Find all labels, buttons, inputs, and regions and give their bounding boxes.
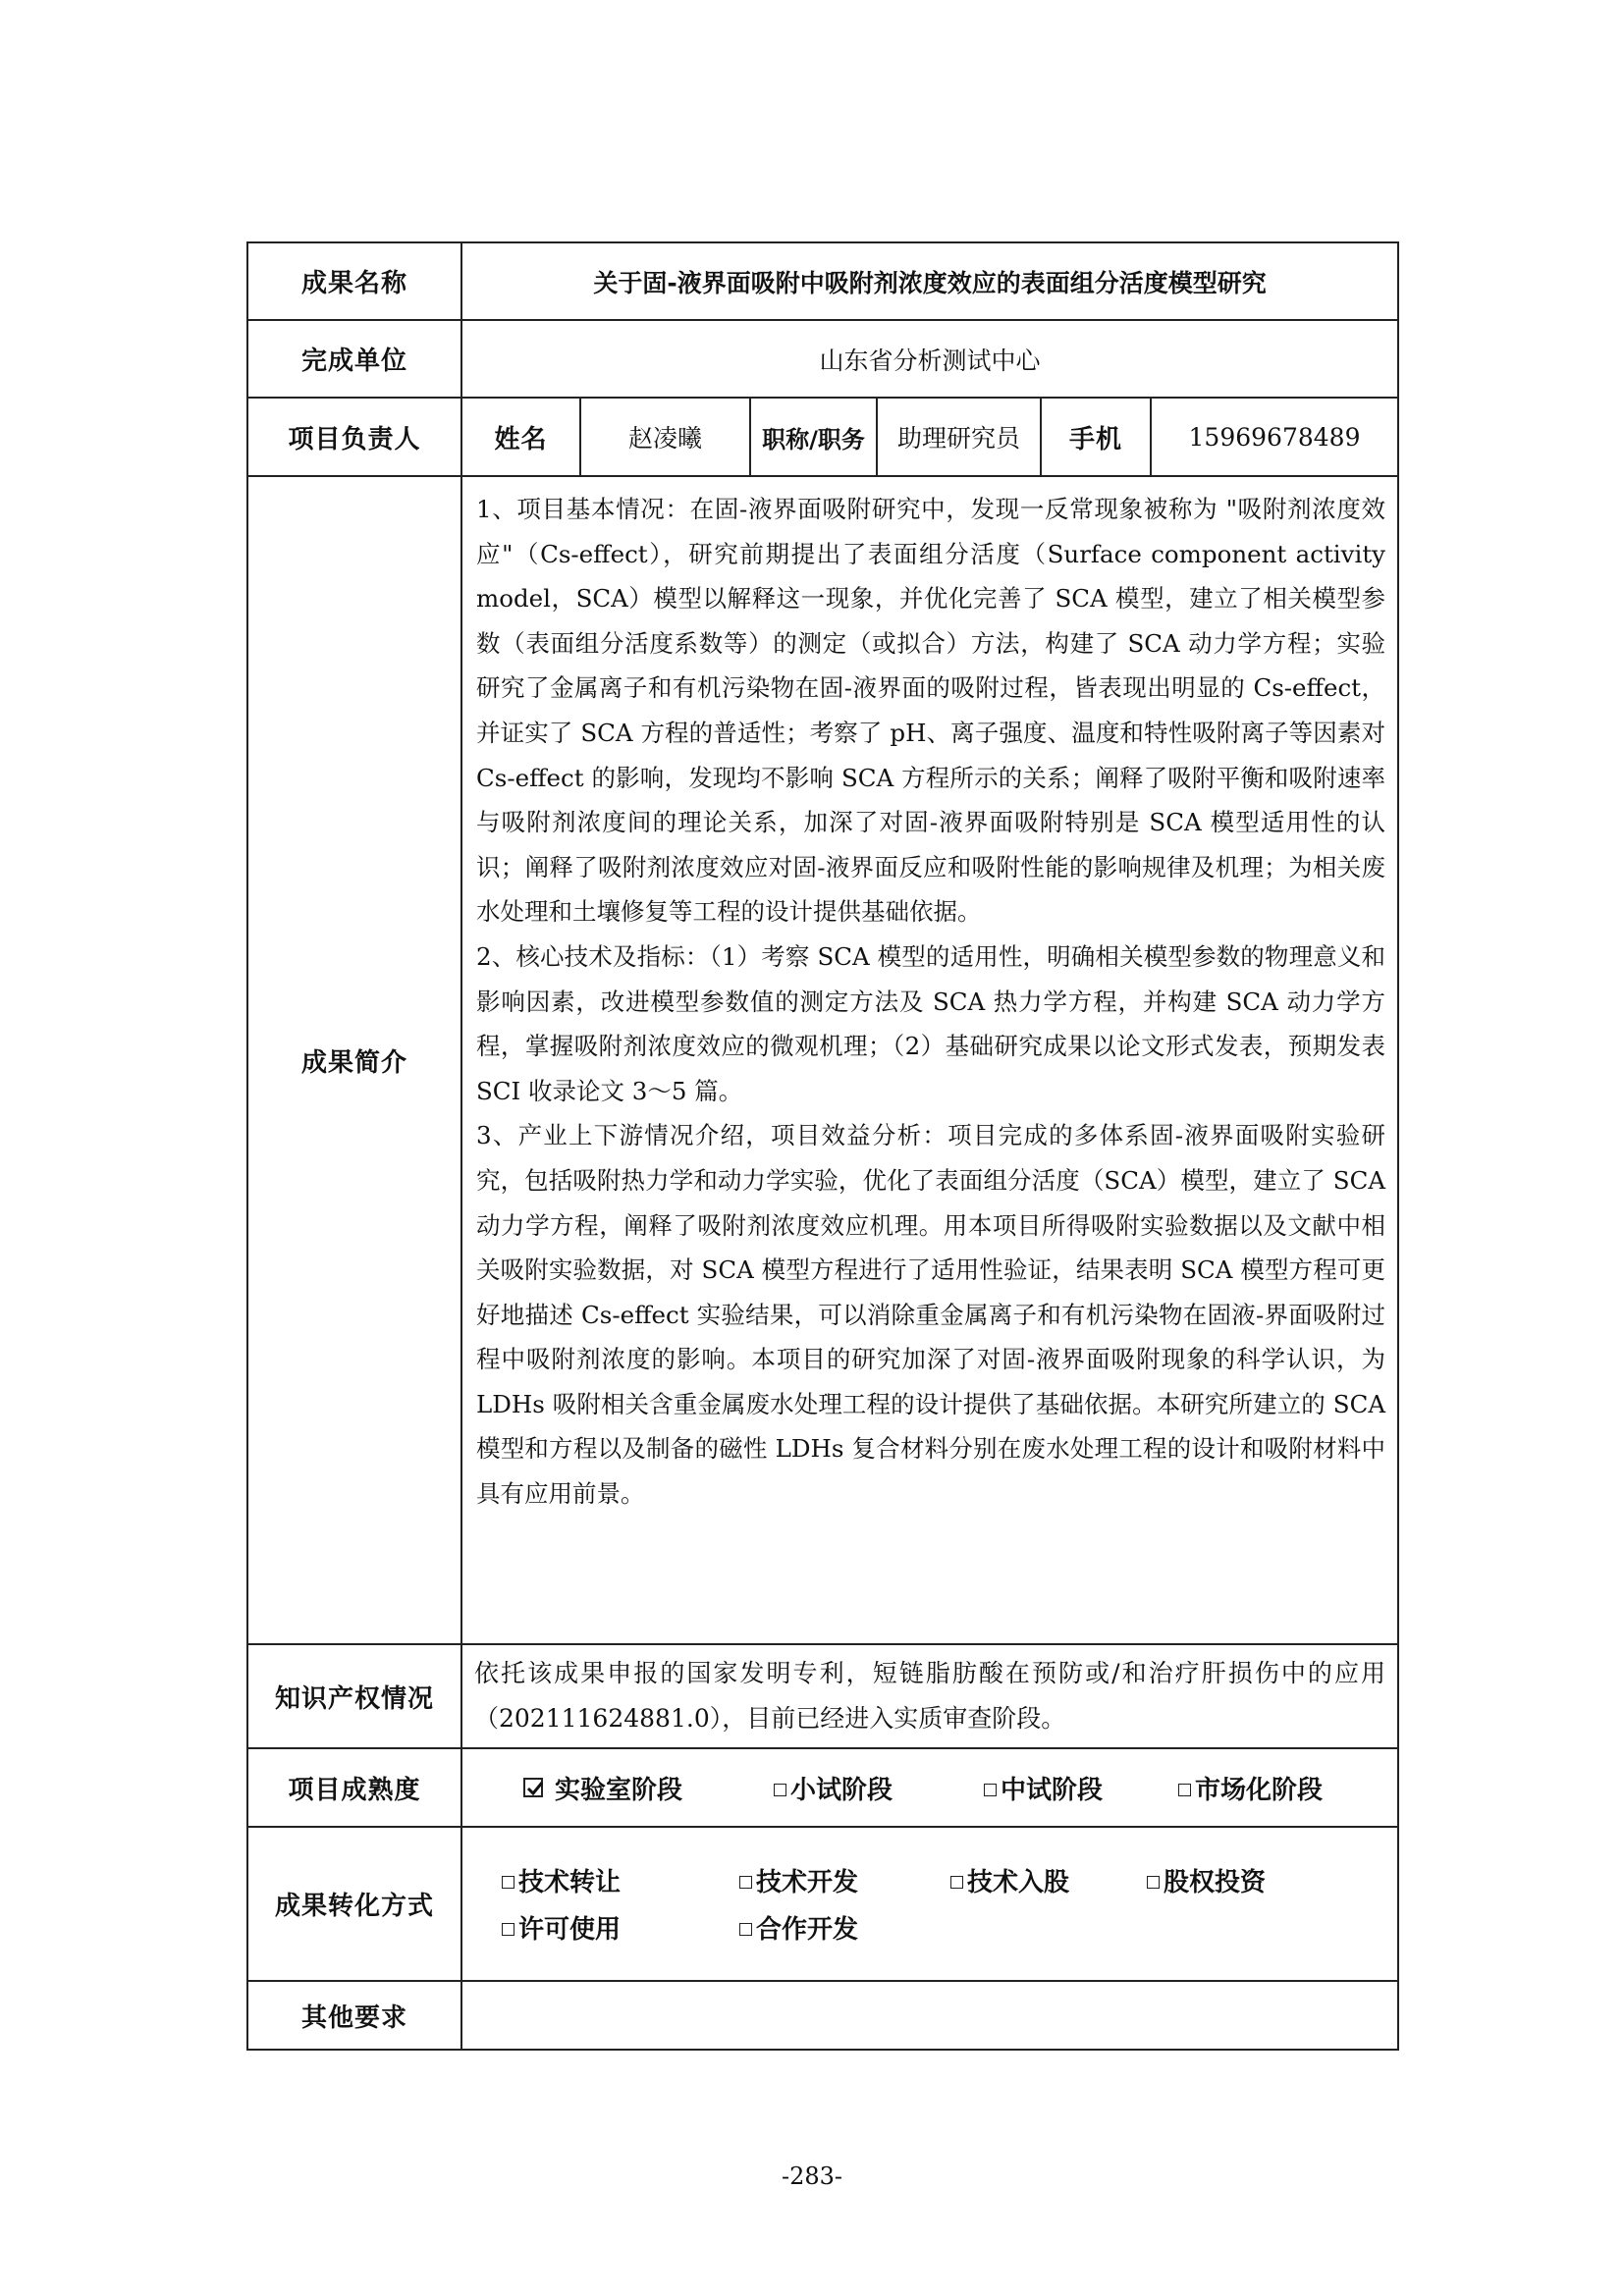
transfer-option-tech-dev[interactable] [739, 1862, 950, 1898]
row-intellectual-property [247, 1644, 1398, 1748]
maturity-option-pilot[interactable] [984, 1770, 1178, 1806]
row-completion-unit [247, 320, 1398, 398]
checkbox-icon [739, 1923, 752, 1936]
leader-title-value: 助理研究员 [877, 398, 1041, 476]
row-achievement-name [247, 242, 1398, 320]
transfer-option-tech-equity[interactable] [950, 1862, 1147, 1898]
summary-content [461, 476, 1398, 1644]
checkbox-icon [502, 1923, 514, 1936]
label-leader-phone: 手机 [1041, 398, 1151, 476]
row-maturity [247, 1748, 1398, 1827]
maturity-option-small-trial[interactable] [774, 1770, 984, 1806]
maturity-option-label: 市场化阶段 [1195, 1775, 1324, 1805]
label-transfer-method: 成果转化方式 [247, 1827, 461, 1981]
row-summary [247, 476, 1398, 1644]
transfer-options [461, 1827, 1398, 1981]
transfer-option-label: 技术开发 [756, 1868, 859, 1897]
transfer-option-equity-invest[interactable] [1147, 1862, 1266, 1898]
transfer-option-co-dev[interactable] [739, 1909, 858, 1946]
leader-phone-value: 15969678489 [1151, 398, 1398, 476]
label-completion-unit: 完成单位 [247, 320, 461, 398]
label-summary: 成果简介 [247, 476, 461, 1644]
checkbox-icon [502, 1876, 514, 1889]
maturity-option-market[interactable] [1178, 1770, 1323, 1806]
checkbox-icon [1147, 1876, 1160, 1889]
transfer-option-label: 许可使用 [518, 1915, 622, 1945]
leader-name-value: 赵凌曦 [580, 398, 750, 476]
label-intellectual-property: 知识产权情况 [247, 1644, 461, 1748]
transfer-option-tech-transfer[interactable] [502, 1862, 739, 1898]
checkbox-icon [950, 1876, 963, 1889]
maturity-options [461, 1748, 1398, 1827]
row-other-requirements [247, 1981, 1398, 2050]
checkbox-icon [774, 1784, 786, 1796]
maturity-option-label: 中试阶段 [1001, 1775, 1104, 1805]
transfer-option-label: 合作开发 [756, 1915, 859, 1945]
page-number: -283- [781, 2163, 843, 2190]
checkbox-checked-icon [523, 1778, 543, 1797]
label-project-leader: 项目负责人 [247, 398, 461, 476]
label-leader-name: 姓名 [461, 398, 580, 476]
summary-paragraph-core-tech: 2、核心技术及指标：（1）考察 SCA 模型的适用性，明确相关模型参数的物理意义和影响因素，改进模型参数值的测定方法及 SCA 热力学方程，并构建 SCA 动力学方程，掌握吸附剂浓度效应的微观机理；（2）基础研究成果以论文形式发表，预期发表 SCI 收录论文 3～5 篇。 [476, 941, 1386, 1105]
transfer-option-label: 股权投资 [1164, 1868, 1267, 1897]
label-maturity: 项目成熟度 [247, 1748, 461, 1827]
achievement-form-table [246, 241, 1399, 2051]
label-other-requirements: 其他要求 [247, 1981, 461, 2050]
checkbox-icon [984, 1784, 997, 1796]
transfer-option-license[interactable] [502, 1909, 739, 1946]
intellectual-property-value: 依托该成果申报的国家发明专利，短链脂肪酸在预防或/和治疗肝损伤中的应用（202111624881.0），目前已经进入实质审查阶段。 [461, 1644, 1398, 1748]
transfer-option-label: 技术入股 [967, 1868, 1070, 1897]
maturity-option-label: 小试阶段 [790, 1775, 893, 1805]
row-project-leader [247, 398, 1398, 476]
row-transfer-method [247, 1827, 1398, 1981]
summary-paragraph-industry: 3、产业上下游情况介绍，项目效益分析：项目完成的多体系固-液界面吸附实验研究，包括吸附热力学和动力学实验，优化了表面组分活度（SCA）模型，建立了 SCA 动力学方程，阐释了吸附剂浓度效应机理。用本项目所得吸附实验数据以及文献中相关吸附实验数据，对 SCA 模型方程进行了适用性验证，结果表明 SCA 模型方程可更好地描述 Cs-effect 实验结果，可以消除重金属离子和有机污染物在固液-界面吸附过程中吸附剂浓度的影响。本项目的研究加深了对固-液界面吸附现象的科学认识，为 LDHs 吸附相关含重金属废水处理工程的设计提供了基础依据。本研究所建立的 SCA 模型和方程以及制备的磁性 LDHs 复合材料分别在废水处理工程的设计和吸附材料中具有应用前景。 [476, 1121, 1386, 1509]
achievement-name-value: 关于固-液界面吸附中吸附剂浓度效应的表面组分活度模型研究 [461, 242, 1398, 320]
summary-paragraph-basic: 1、项目基本情况：在固-液界面吸附研究中，发现一反常现象被称为 "吸附剂浓度效应"（Cs-effect），研究前期提出了表面组分活度（Surface component activity model，SCA）模型以解释这一现象，并优化完善了 SCA 模型，建立了相关模型参数（表面组分活度系数等）的测定（或拟合）方法，构建了 SCA 动力学方程；实验研究了金属离子和有机污染物在固-液界面的吸附过程，皆表现出明显的 Cs-effect，并证实了 SCA 方程的普适性；考察了 pH、离子强度、温度和特性吸附离子等因素对 Cs-effect 的影响，发现均不影响 SCA 方程所示的关系；阐释了吸附平衡和吸附速率与吸附剂浓度间的理论关系，加深了对固-液界面吸附特别是 SCA 模型适用性的认识；阐释了吸附剂浓度效应对固-液界面反应和吸附性能的影响规律及机理；为相关废水处理和土壤修复等工程的设计提供基础依据。 [476, 495, 1386, 927]
transfer-option-label: 技术转让 [518, 1868, 622, 1897]
label-achievement-name: 成果名称 [247, 242, 461, 320]
label-leader-title: 职称/职务 [750, 398, 877, 476]
checkbox-icon [739, 1876, 752, 1889]
completion-unit-value: 山东省分析测试中心 [461, 320, 1398, 398]
maturity-option-lab[interactable] [523, 1770, 774, 1806]
maturity-option-label: 实验室阶段 [555, 1775, 683, 1805]
other-requirements-value[interactable] [461, 1981, 1398, 2050]
checkbox-icon [1178, 1784, 1191, 1796]
